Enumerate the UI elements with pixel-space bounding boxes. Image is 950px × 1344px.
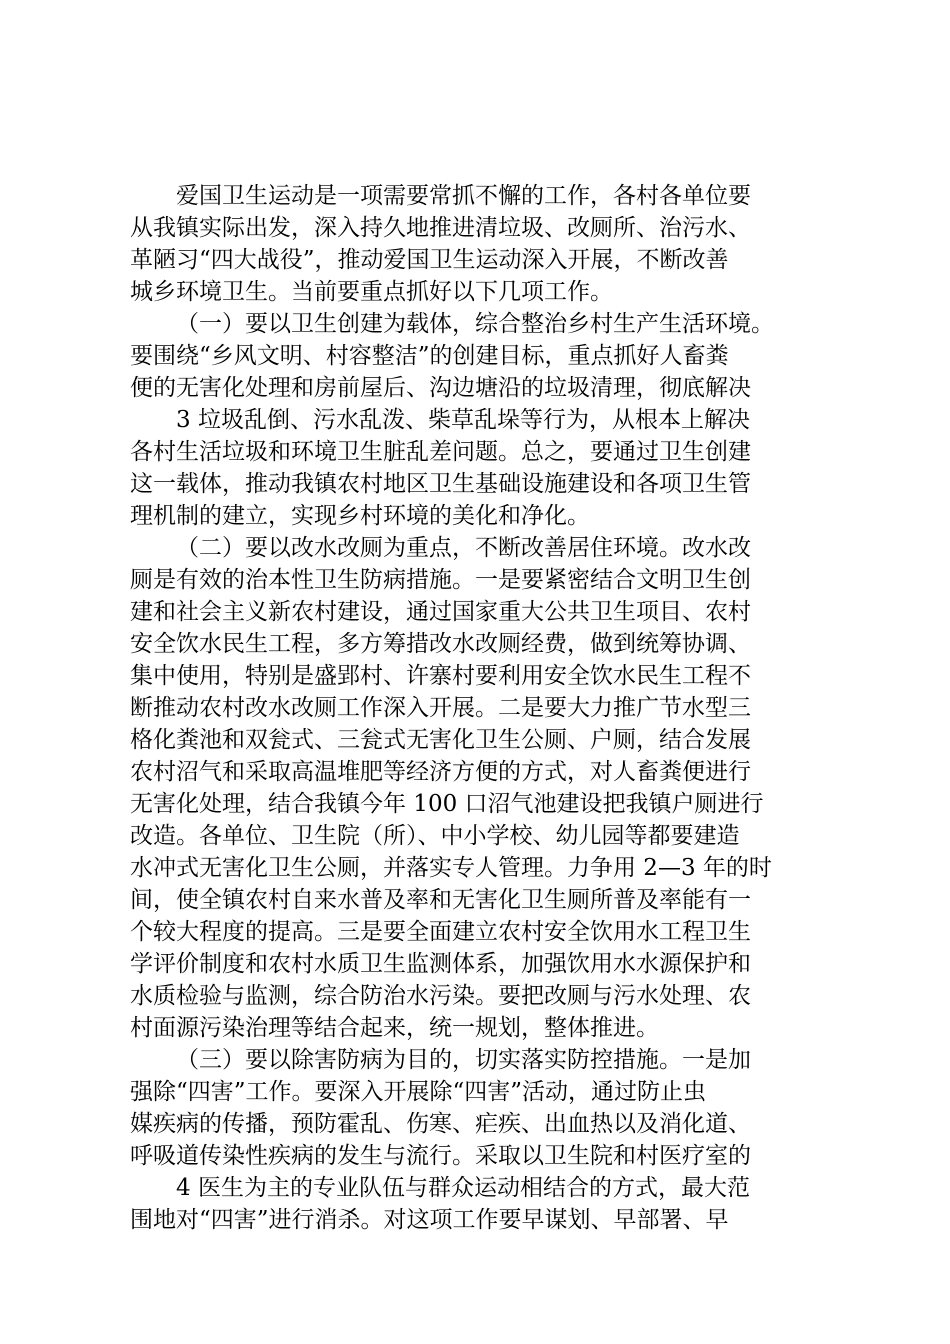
text-line-33: 围地对“四害”进行消杀。对这项工作要早谋划、早部署、早 <box>130 1207 729 1233</box>
text-line-13: 厕是有效的治本性卫生防病措施。一是要紧密结合文明卫生创 <box>130 567 751 593</box>
text-line-30: 媒疾病的传播，预防霍乱、伤寒、疟疾、出血热以及消化道、 <box>130 1111 751 1137</box>
text-line-21: 改造。各单位、卫生院（所）、中小学校、幼儿园等都要建造 <box>130 823 740 849</box>
text-line-18: 格化粪池和双瓮式、三瓮式无害化卫生公厕、户厕，结合发展 <box>130 727 751 753</box>
text-line-28: （三）要以除害防病为目的，切实落实防控措施。一是加 <box>176 1047 751 1073</box>
text-line-15: 安全饮水民生工程，多方筹措改水改厕经费，做到统筹协调、 <box>130 631 751 657</box>
text-line-25: 学评价制度和农村水质卫生监测体系，加强饮用水水源保护和 <box>130 951 751 977</box>
text-line-6: 要围绕“乡风文明、村容整洁”的创建目标，重点抓好人畜粪 <box>130 343 729 369</box>
text-line-5: （一）要以卫生创建为载体，综合整治乡村生产生活环境。 <box>176 311 774 337</box>
text-line-3: 革陋习“四大战役”，推动爱国卫生运动深入开展，不断改善 <box>130 247 729 273</box>
text-line-19: 农村沼气和采取高温堆肥等经济方便的方式，对人畜粪便进行 <box>130 759 751 785</box>
text-line-22: 水冲式无害化卫生公厕，并落实专人管理。力争用 2—3 年的时 <box>130 855 772 881</box>
text-line-20: 无害化处理，结合我镇今年 100 口沼气池建设把我镇户厕进行 <box>130 791 764 817</box>
text-line-24: 个较大程度的提高。三是要全面建立农村安全饮用水工程卫生 <box>130 919 751 945</box>
text-line-31: 呼吸道传染性疾病的发生与流行。采取以卫生院和村医疗室的 <box>130 1143 751 1169</box>
text-line-16: 集中使用，特别是盛郢村、许寨村要利用安全饮水民生工程不 <box>130 663 751 689</box>
text-line-1: 爱国卫生运动是一项需要常抓不懈的工作，各村各单位要 <box>176 183 751 209</box>
text-line-29: 强除“四害”工作。要深入开展除“四害”活动，通过防止虫 <box>130 1079 707 1105</box>
text-line-2: 从我镇实际出发，深入持久地推进清垃圾、改厕所、治污水、 <box>130 215 751 241</box>
text-line-23: 间，使全镇农村自来水普及率和无害化卫生厕所普及率能有一 <box>130 887 751 913</box>
text-line-17: 断推动农村改水改厕工作深入开展。二是要大力推广节水型三 <box>130 695 751 721</box>
text-line-32: 4 医生为主的专业队伍与群众运动相结合的方式，最大范 <box>176 1175 750 1201</box>
text-line-12: （二）要以改水改厕为重点，不断改善居住环境。改水改 <box>176 535 751 561</box>
text-line-14: 建和社会主义新农村建设，通过国家重大公共卫生项目、农村 <box>130 599 751 625</box>
text-line-10: 这一载体，推动我镇农村地区卫生基础设施建设和各项卫生管 <box>130 471 751 497</box>
text-line-26: 水质检验与监测，综合防治水污染。要把改厕与污水处理、农 <box>130 983 751 1009</box>
text-line-9: 各村生活垃圾和环境卫生脏乱差问题。总之，要通过卫生创建 <box>130 439 751 465</box>
text-line-8: 3 垃圾乱倒、污水乱泼、柴草乱垛等行为，从根本上解决 <box>176 407 750 433</box>
text-line-11: 理机制的建立，实现乡村环境的美化和净化。 <box>130 503 590 529</box>
text-line-4: 城乡环境卫生。当前要重点抓好以下几项工作。 <box>130 279 613 305</box>
text-line-27: 村面源污染治理等结合起来，统一规划，整体推进。 <box>130 1015 659 1041</box>
text-line-7: 便的无害化处理和房前屋后、沟边塘沿的垃圾清理，彻底解决 <box>130 375 751 401</box>
